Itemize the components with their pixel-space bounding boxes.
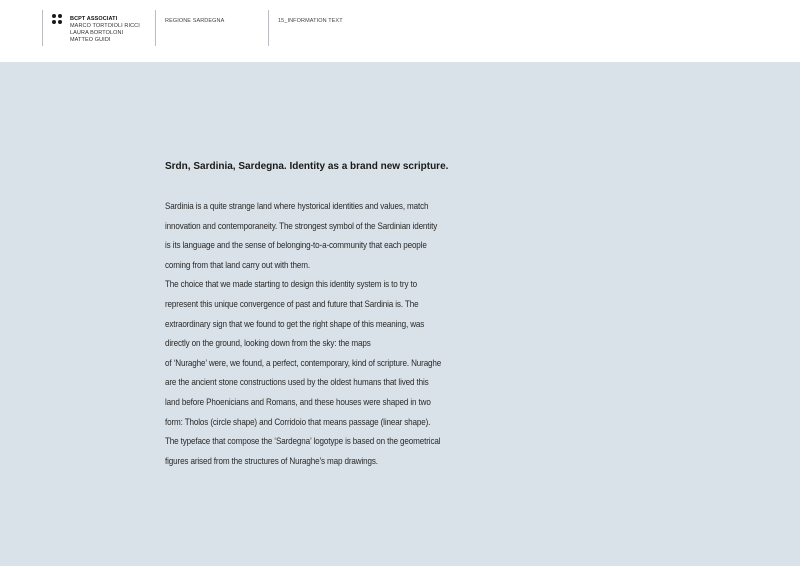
body-line: of ‘Nuraghe’ were, we found, a perfect, contemporary, kind of scripture. Nuraghe xyxy=(165,357,442,368)
body-line: The choice that we made starting to design this identity system is to try to xyxy=(165,279,417,290)
studio-member: MARCO TORTOIOLI RICCI xyxy=(70,23,140,29)
body-line: are the ancient stone constructions used by the oldest humans that lived this xyxy=(165,377,429,388)
body-line: figures arised from the structures of Nuraghe’s map drawings. xyxy=(165,455,378,466)
client-label: REGIONE SARDEGNA xyxy=(165,18,225,24)
body-line: land before Phoenicians and Romans, and these houses were shaped in two xyxy=(165,396,431,407)
section-label: 15_INFORMATION TEXT xyxy=(278,18,343,24)
divider xyxy=(42,10,43,46)
studio-logo-icon xyxy=(52,14,64,26)
body-line: Sardinia is a quite strange land where hystorical identities and values, match xyxy=(165,201,429,211)
document-body xyxy=(165,197,464,471)
body-line: is its language and the sense of belonging-to-a-community that each people xyxy=(165,240,427,251)
header xyxy=(0,0,800,62)
content-area xyxy=(0,62,800,566)
body-line: coming from that land carry out with them. xyxy=(165,259,310,270)
divider xyxy=(268,10,269,46)
document-title: Srdn, Sardinia, Sardegna. Identity as a brand new scripture. xyxy=(165,161,449,172)
body-line: innovation and contemporaneity. The strongest symbol of the Sardinian identity xyxy=(165,220,438,231)
body-line: form: Tholos (circle shape) and Corridoio that means passage (linear shape). xyxy=(165,416,431,427)
studio-member: MATTEO GUIDI xyxy=(70,37,111,43)
studio-firm: BCPT ASSOCIATI xyxy=(70,16,118,22)
studio-member: LAURA BORTOLONI xyxy=(70,30,124,36)
body-line: extraordinary sign that we found to get the right shape of this meaning, was xyxy=(165,318,425,329)
body-line: The typeface that compose the ‘Sardegna’ logotype is based on the geometrical xyxy=(165,436,441,447)
studio-credits xyxy=(70,16,140,44)
divider xyxy=(155,10,156,46)
body-line: directly on the ground, looking down from the sky: the maps xyxy=(165,338,371,349)
body-line: represent this unique convergence of past and future that Sardinia is. The xyxy=(165,298,419,309)
